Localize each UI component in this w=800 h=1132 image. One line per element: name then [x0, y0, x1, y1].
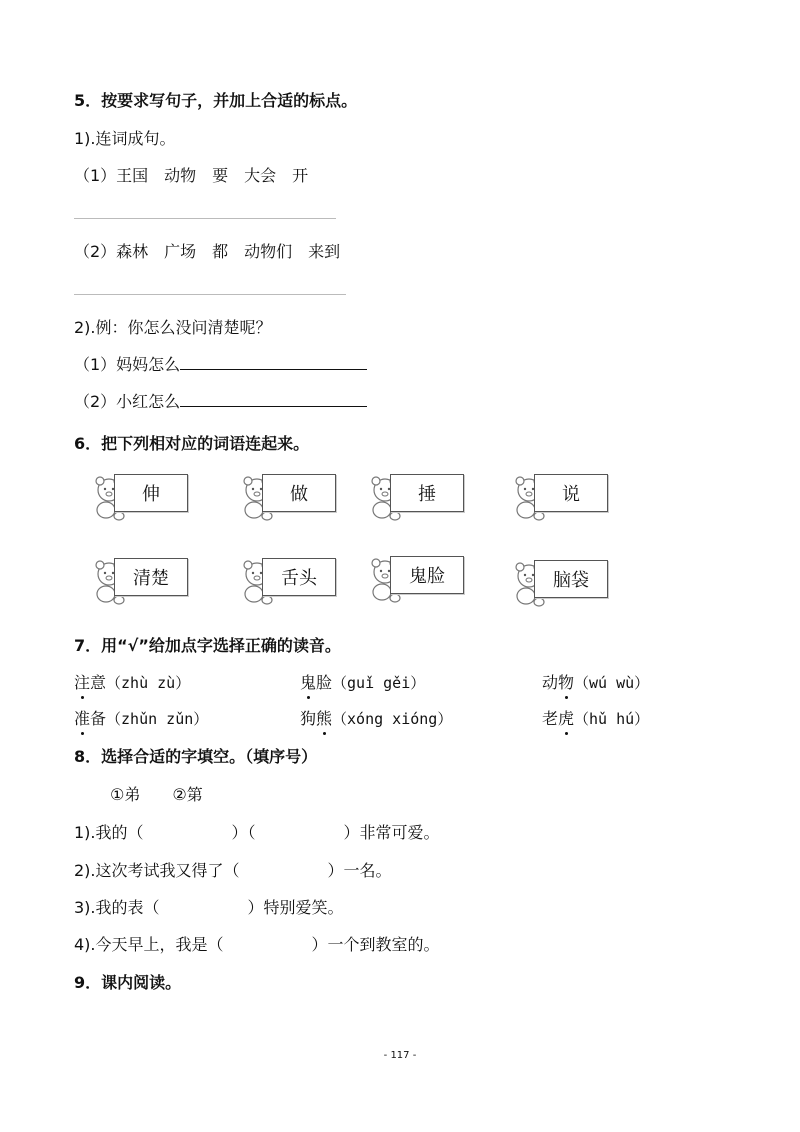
q8-heading: 8．选择合适的字填空。（填序号）	[74, 747, 318, 766]
page-number: - 117 -	[383, 1050, 417, 1061]
word-rest: 备	[90, 709, 107, 728]
sentence-part: ）一个到教室的。	[311, 935, 440, 954]
pinyin-item-3[interactable]	[542, 670, 649, 693]
word-card-top-1[interactable]	[92, 474, 242, 524]
dotted-char: 准	[74, 706, 90, 729]
q8-sentence-2	[74, 858, 392, 881]
q5-fill1-label: （1）妈妈怎么	[74, 355, 181, 374]
sentence-part: 4).今天早上，我是（	[74, 935, 224, 954]
q6-heading: 6．把下列相对应的词语连起来。	[74, 434, 310, 453]
sentence-part: 2).这次考试我又得了（	[74, 861, 240, 880]
pinyin-options: （zhù zù）	[106, 674, 191, 692]
pinyin-item-6[interactable]	[542, 706, 649, 729]
q8-options: ①弟 ②第	[110, 785, 203, 804]
word-rest: 脸	[316, 673, 333, 692]
sentence-part: ）一名。	[327, 861, 392, 880]
dotted-char: 鬼	[300, 670, 316, 693]
answer-line-2[interactable]	[74, 294, 346, 295]
word-box: 清楚	[114, 558, 188, 596]
sentence-part: 3).我的表（	[74, 898, 160, 917]
dotted-char: 物	[558, 670, 574, 693]
word-pre: 动	[542, 673, 559, 692]
pinyin-options: （wú wù）	[574, 674, 650, 692]
word-box: 做	[262, 474, 336, 512]
q8-sentence-4	[74, 932, 440, 955]
word-card-top-4[interactable]	[512, 474, 662, 524]
fill1-blank[interactable]	[180, 355, 367, 370]
word-box: 脑袋	[534, 560, 608, 598]
dotted-char: 注	[74, 670, 90, 693]
pinyin-item-2[interactable]	[300, 670, 425, 693]
pinyin-options: （guǐ gěi）	[332, 674, 426, 692]
q5-part1-title: 1).连词成句。	[74, 129, 176, 148]
q5-item2: （2）森林 广场 都 动物们 来到	[74, 242, 341, 261]
pinyin-options: （zhǔn zǔn）	[106, 710, 209, 728]
q5-fill2-label: （2）小红怎么	[74, 392, 181, 411]
dotted-char: 虎	[558, 706, 574, 729]
pinyin-options: （hǔ hú）	[574, 710, 650, 728]
word-box: 说	[534, 474, 608, 512]
sentence-part: ）（	[231, 823, 256, 842]
q8-sentence-3	[74, 895, 344, 918]
pinyin-item-4[interactable]	[74, 706, 208, 729]
q5-fill2-row	[74, 389, 367, 412]
word-box: 伸	[114, 474, 188, 512]
fill2-blank[interactable]	[180, 392, 367, 407]
q5-item1: （1）王国 动物 要 大会 开	[74, 166, 309, 185]
q5-part2-title: 2).例：你怎么没问清楚呢？	[74, 318, 272, 337]
word-box: 舌头	[262, 558, 336, 596]
word-card-bottom-3[interactable]	[368, 556, 518, 606]
pinyin-item-5[interactable]	[300, 706, 452, 729]
word-box: 鬼脸	[390, 556, 464, 594]
word-pre: 老	[542, 709, 559, 728]
sentence-part: 1).我的（	[74, 823, 144, 842]
q5-fill1-row	[74, 352, 367, 375]
pinyin-item-1[interactable]	[74, 670, 190, 693]
q5-heading: 5．按要求写句子，并加上合适的标点。	[74, 91, 358, 110]
sentence-part: ）特别爱笑。	[247, 898, 344, 917]
word-card-top-3[interactable]	[368, 474, 518, 524]
word-rest: 意	[90, 673, 107, 692]
word-card-bottom-1[interactable]	[92, 558, 242, 608]
dotted-char: 熊	[316, 706, 332, 729]
word-pre: 狗	[300, 709, 317, 728]
q9-heading: 9．课内阅读。	[74, 973, 182, 992]
sentence-part: ）非常可爱。	[343, 823, 440, 842]
answer-line-1[interactable]	[74, 218, 336, 219]
word-box: 捶	[390, 474, 464, 512]
q8-sentence-1	[74, 820, 440, 843]
word-card-bottom-4[interactable]	[512, 560, 662, 610]
pinyin-options: （xóng xióng）	[332, 710, 453, 728]
q7-heading: 7．用“√”给加点字选择正确的读音。	[74, 636, 341, 655]
